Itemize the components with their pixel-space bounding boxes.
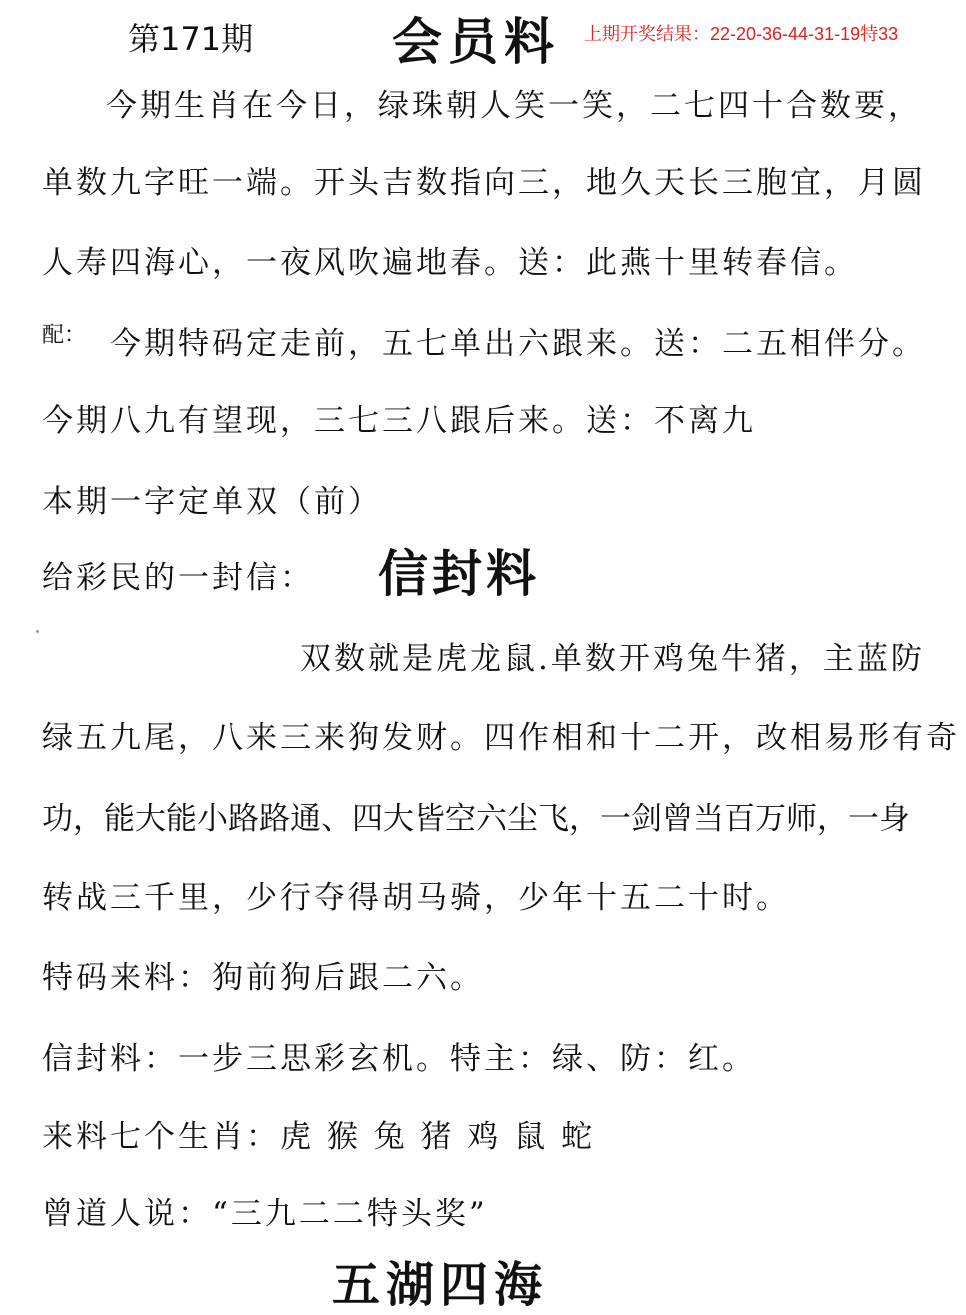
- page-title: 会员料: [392, 12, 560, 71]
- letter-line-1: 双数就是虎龙鼠.单数开鸡兔牛猪，主蓝防: [300, 641, 925, 677]
- speck: [36, 630, 39, 633]
- pei-text: 今期特码定走前，五七单出六跟来。送：二五相伴分。: [110, 326, 926, 362]
- line-eight-nine: 今期八九有望现，三七三八跟后来。送：不离九: [42, 403, 756, 439]
- letter-line-3: 功，能大能小路路通、四大皆空六尘飞，一剑曾当百万师，一身: [42, 801, 910, 837]
- letter-line-4: 转战三千里，少行夺得胡马骑，少年十五二十时。: [42, 880, 790, 916]
- envelope-title: 信封料: [378, 544, 540, 603]
- letter-line-2: 绿五九尾，八来三来狗发财。四作相和十二开，改相易形有奇: [42, 720, 960, 756]
- daoist-saying: 曾道人说：“三九二二特头奖”: [42, 1196, 488, 1232]
- last-draw-result: 上期开奖结果：22-20-36-44-31-19特33: [584, 24, 899, 44]
- issue-number: 第171期: [128, 20, 254, 58]
- pei-label: 配：: [42, 323, 87, 348]
- poem-line-2: 单数九字旺一端。开头吉数指向三，地久天长三胞宜，月圆: [42, 165, 926, 201]
- poem-line-3: 人寿四海心，一夜风吹遍地春。送：此燕十里转春信。: [42, 245, 858, 281]
- special-source: 特码来料：狗前狗后跟二六。: [42, 960, 484, 996]
- poem-line-1: 今期生肖在今日，绿珠朝人笑一笑，二七四十合数要，: [106, 88, 922, 124]
- line-odd-even: 本期一字定单双（前）: [42, 484, 382, 520]
- envelope-line: 信封料：一步三思彩玄机。特主：绿、防：红。: [42, 1041, 756, 1077]
- seven-zodiac: 来料七个生肖：虎 猴 兔 猪 鸡 鼠 蛇: [42, 1119, 596, 1155]
- letter-label: 给彩民的一封信：: [42, 560, 314, 596]
- footer-title: 五湖四海: [332, 1257, 549, 1313]
